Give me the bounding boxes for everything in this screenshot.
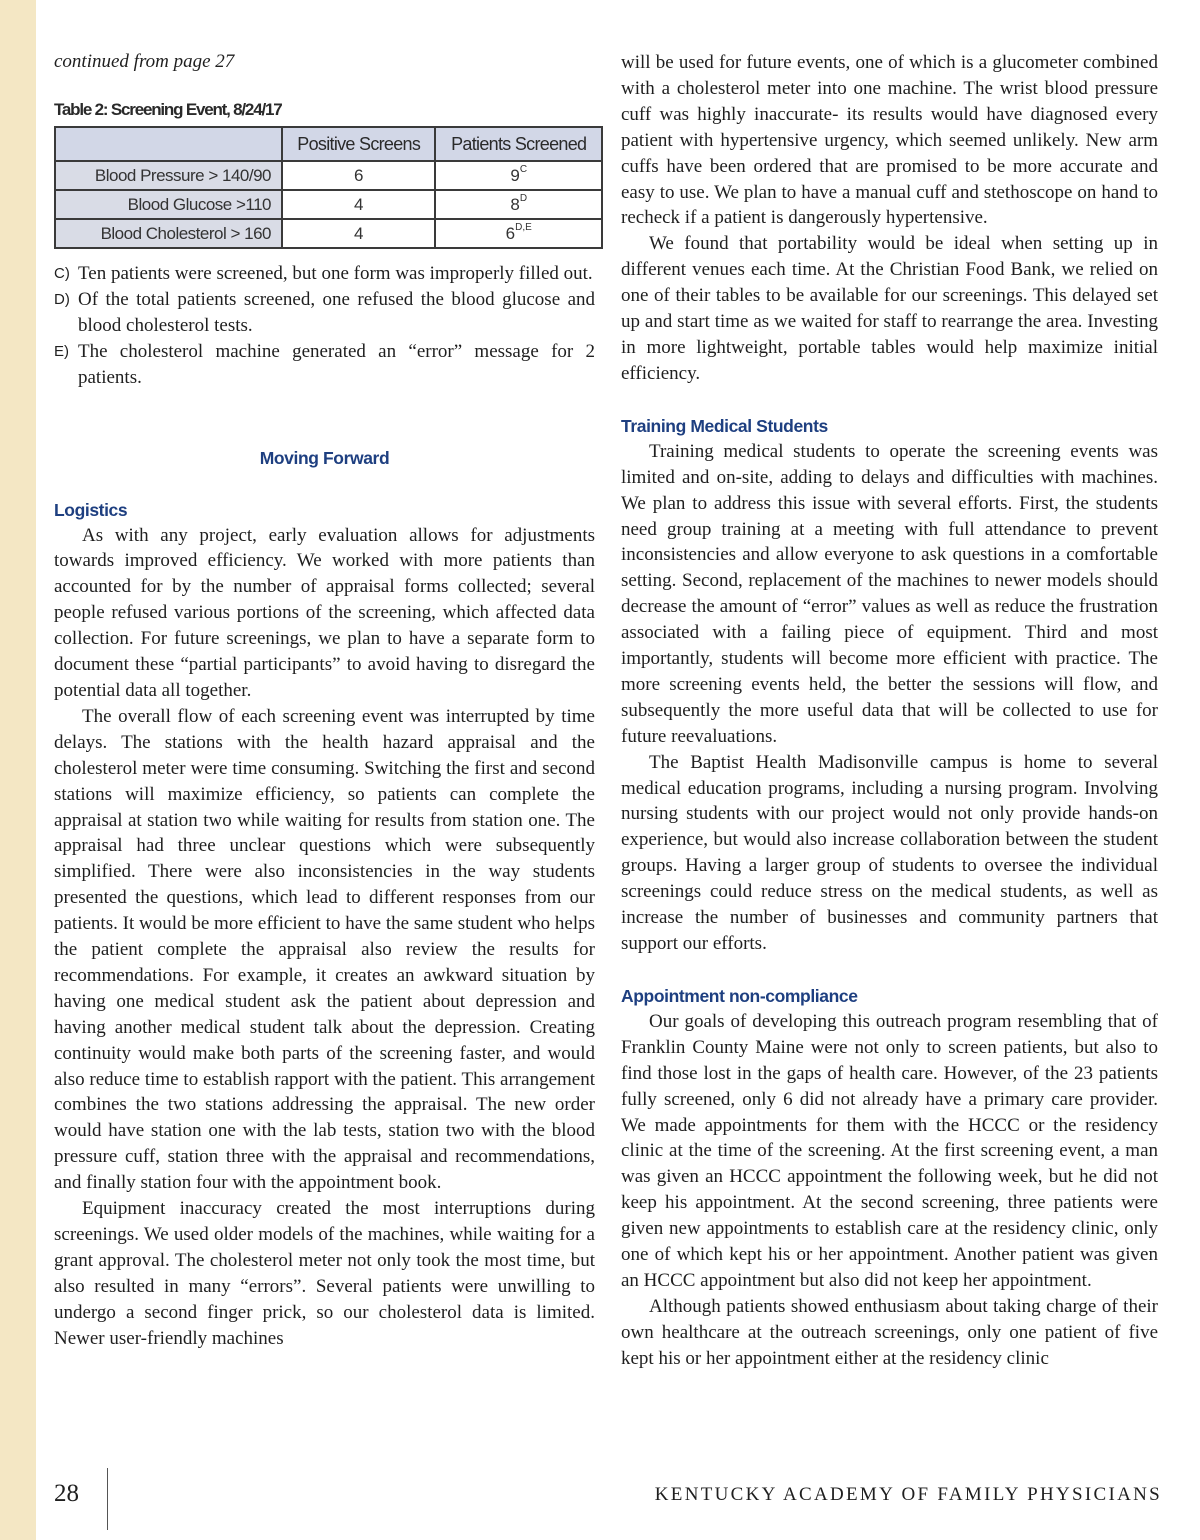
screened-value: 6	[505, 223, 516, 243]
table-note	[54, 287, 595, 339]
portability-paragraph: We found that portability would be ideal when setting up in different venues each time. At the Christian Food Bank, we relied on one of their tables to be available for our screenings. This delayed set up and start time as we waited for staff to rearrange the area. Investing in more lightweight, portable tables would help maximize initial efficiency.	[621, 233, 1158, 384]
row-screened	[435, 219, 602, 248]
note-text: Of the total patients screened, one refused the blood glucose and blood cholesterol tests.	[78, 288, 595, 336]
row-positive: 4	[282, 219, 435, 248]
screened-value: 8	[510, 194, 520, 214]
note-text: The cholesterol machine generated an “error” message for 2 patients.	[78, 340, 595, 388]
table-header-row	[55, 127, 602, 161]
note-text: Ten patients were screened, but one form was improperly filled out.	[78, 263, 593, 284]
training-heading: Training Medical Students	[621, 415, 828, 436]
note-key: C)	[54, 265, 70, 282]
page-number: 28	[54, 1480, 79, 1507]
table-header-positive: Positive Screens	[282, 127, 435, 161]
logistics-paragraph-2: The overall flow of each screening event was interrupted by time delays. The stations with the health hazard appraisal and the cholesterol meter were time consuming. Switching the first and second stations will maximize efficiency, so patients can complete the appraisal at station two while waiting for results from station one. The appraisal had three unclear questions which were subsequently simplified. There were also inconsistencies in the way students presented the questions, which lead to different responses from our patients. It would be more efficient to have the same student who helps the patient complete the appraisal also review the results for recommendations. For example, it creates an awkward situation by having one medical student ask the patient about depression and having another medical student talk about the depression. Creating continuity would make both parts of the screening faster, and would also reduce time to establish rapport with the patient. This arrangement combines the two stations addressing the appraisal. The new order would have station one with the lab tests, station two with the blood pressure cuff, station three with the appraisal and recommendations, and finally station four with the appointment book.	[54, 705, 595, 1194]
table-header-blank	[55, 127, 282, 161]
publication-name: KENTUCKY ACADEMY OF FAMILY PHYSICIANS	[654, 1484, 1162, 1505]
footer-divider	[107, 1468, 108, 1530]
section-title: Moving Forward	[259, 447, 390, 468]
page-edge-strip	[0, 0, 36, 1540]
continued-paragraph: will be used for future events, one of which is a glucometer combined with a cholesterol meter into one machine. The wrist blood pressure cuff was highly inaccurate- its results would have diagnosed every patient with hypertensive urgency, which seemed unlikely. New arm cuffs have been ordered that are promised to be more accurate and easy to use. We plan to have a manual cuff and stethoscope on hand to recheck if a patient is dangerously hypertensive.	[621, 52, 1158, 229]
appointment-paragraph-1: Our goals of developing this outreach program resembling that of Franklin County Maine were not only to screen patients, but also to find those lost in the gaps of health care. However, of the 23 patients fully screened, only 6 did not already have a primary care provider. We made appointments for them with the HCCC or the residency clinic at the time of the screening. At the first screening event, a man was given an HCCC appointment the following week, but he did not keep his appointment. At the second screening, three patients were given new appointments to establish care at the residency clinic, only one of which kept his or her appointment. Another patient was given an HCCC appointment but also did not keep her appointment.	[621, 1010, 1158, 1291]
note-key: D)	[54, 290, 70, 308]
footnote-marker: D	[519, 192, 528, 204]
row-positive: 4	[282, 190, 435, 219]
appointment-paragraph-2: Although patients showed enthusiasm about taking charge of their own healthcare at the outreach screenings, only one patient of five kept his or her appointment either at the residency clinic	[621, 1295, 1158, 1369]
footnote-marker: C	[519, 163, 528, 175]
left-column	[54, 50, 595, 1352]
logistics-paragraph-3: Equipment inaccuracy created the most interruptions during screenings. We used older models of the machines, while waiting for a grant approval. The cholesterol meter not only took the most time, but also resulted in many “errors”. Several patients were unwilling to undergo a second finger prick, so our cholesterol data is limited. Newer user-friendly machines	[54, 1198, 595, 1349]
appointment-heading: Appointment non-compliance	[621, 985, 858, 1006]
screened-value: 9	[510, 165, 520, 185]
table-note	[54, 261, 595, 287]
row-label: Blood Cholesterol > 160	[55, 219, 282, 248]
row-screened	[435, 190, 602, 219]
table-title: Table 2: Screening Event, 8/24/17	[54, 100, 282, 119]
right-column	[621, 50, 1158, 1372]
screening-table	[54, 126, 603, 249]
table-note	[54, 339, 595, 391]
logistics-heading: Logistics	[54, 499, 128, 520]
row-positive: 6	[282, 161, 435, 190]
table-row	[55, 190, 602, 219]
logistics-paragraph-1: As with any project, early evaluation allows for adjustments towards improved efficiency. We worked with more patients than accounted for by the number of appraisal forms collected; several people refused various portions of the screening, which affected data collection. For future screenings, we plan to have a separate form to document these “partial participants” to avoid having to disregard the potential data all together.	[54, 524, 595, 701]
row-label: Blood Pressure > 140/90	[55, 161, 282, 190]
row-screened	[435, 161, 602, 190]
continued-note: continued from page 27	[54, 51, 235, 72]
row-label: Blood Glucose >110	[55, 190, 282, 219]
table-notes	[54, 261, 595, 391]
note-key: E)	[54, 342, 69, 360]
training-paragraph-1: Training medical students to operate the screening events was limited and on-site, adding to delays and difficulties with machines. We plan to address this issue with several efforts. First, the students need group training at a meeting with full attendance to prevent inconsistencies and allow everyone to ask questions in a comfortable setting. Second, replacement of the machines to newer models should decrease the amount of “error” values as well as reduce the frustration associated with a failing piece of equipment. Third and most importantly, students will become more efficient with practice. The more screening events held, the better the sessions will flow, and subsequently the more useful data that will be collected to use for future reevaluations.	[621, 440, 1158, 747]
table-row	[55, 161, 602, 190]
footnote-marker: D,E	[515, 221, 532, 233]
table-header-screened: Patients Screened	[435, 127, 602, 161]
training-paragraph-2: The Baptist Health Madisonville campus is home to several medical education programs, including a nursing program. Involving nursing students with our project would not only provide hands-on experience, but would also increase collaboration between the student groups. Having a larger group of students to oversee the individual screenings could reduce stress on the medical students, as well as increase the number of businesses and community partners that support our efforts.	[621, 751, 1158, 954]
table-row	[55, 219, 602, 248]
